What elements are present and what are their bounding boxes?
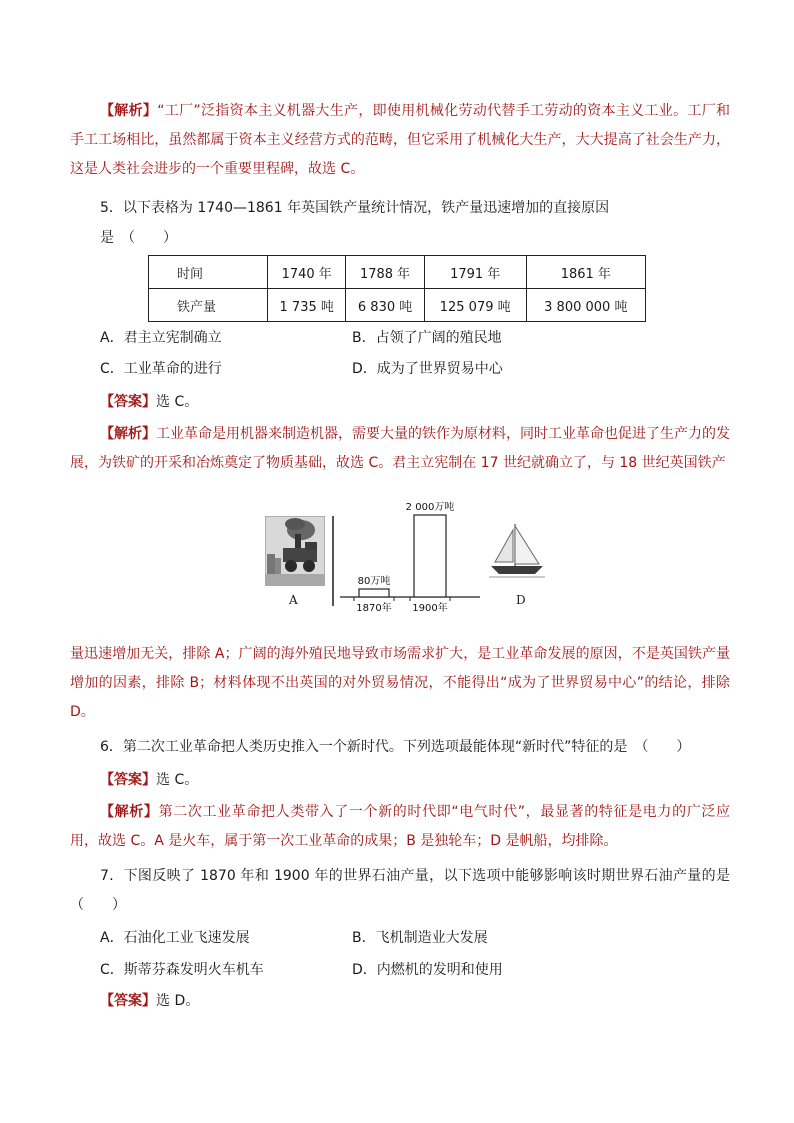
question-5-stem: 5．以下表格为 1740—1861 年英国铁产量统计情况，铁产量迅速增加的直接原因	[100, 200, 610, 216]
question-5-stem-cont: 是 （ ）	[100, 230, 177, 246]
analysis-paragraph-q6	[70, 798, 730, 856]
analysis-text: 第二次工业革命把人类带入了一个新的时代即“电气时代”，最显著的特征是电力的广泛应用，故选 C。A 是火车，属于第一次工业革命的成果；B 是独轮车；D 是帆船，均排除。	[70, 804, 730, 849]
answer-q6	[100, 770, 198, 790]
option-d: D．内燃机的发明和使用	[352, 962, 503, 978]
chart-tick-label: 1870年	[356, 603, 392, 614]
option-a: A．石油化工业飞速发展	[100, 930, 250, 946]
option-c: C．工业革命的进行	[100, 361, 222, 377]
chart-bar	[414, 515, 446, 597]
analysis-text: 工业革命是用机器来制造机器，需要大量的铁作为原材料，同时工业革命也促进了生产力的发展，为铁矿的开采和冶炼奠定了物质基础，故选 C。君主立宪制在 17 世纪就确立了，与 18 世纪英国铁产	[70, 426, 730, 471]
oil-production-bar-chart	[340, 495, 480, 615]
figure-label-a: A	[289, 593, 298, 607]
answer-tag: 【答案】	[100, 993, 156, 1009]
sailboat-image	[485, 520, 547, 582]
analysis-paragraph-q4	[70, 97, 730, 184]
answer-q7	[100, 991, 199, 1011]
table-cell: 3 800 000 吨	[526, 289, 645, 322]
table-cell: 1740 年	[268, 256, 346, 289]
answer-tag: 【答案】	[100, 772, 156, 788]
answer-q5	[100, 392, 198, 412]
option-b: B．飞机制造业大发展	[352, 930, 488, 946]
answer-text: 选 D。	[156, 993, 200, 1009]
answer-tag: 【答案】	[100, 394, 156, 410]
table-cell: 1861 年	[526, 256, 645, 289]
table-cell: 时间	[149, 256, 268, 289]
analysis-text: “工厂”泛指资本主义机器大生产，即使用机械化劳动代替手工劳动的资本主义工业。工厂和手工工场相比，虽然都属于资本主义经营方式的范畴，但它采用了机械化大生产，大大提高了社会生产力，这是人类社会进步的一个重要里程碑，故选 C。	[70, 103, 730, 177]
answer-text: 选 C。	[156, 394, 199, 410]
iron-production-table	[148, 255, 646, 322]
table-cell: 1 735 吨	[268, 289, 346, 322]
table-row	[149, 289, 646, 322]
figure-label-d: D	[516, 593, 526, 607]
answer-text: 选 C。	[156, 772, 199, 788]
chart-data-label: 80万吨	[357, 576, 391, 587]
chart-data-label: 2 000万吨	[405, 502, 455, 513]
analysis-tag: 【解析】	[100, 426, 156, 442]
analysis-tag: 【解析】	[100, 804, 159, 820]
question-6-stem: 6．第二次工业革命把人类历史推入一个新时代。下列选项最能体现“新时代”特征的是 （ ）	[100, 739, 691, 755]
steam-locomotive-image	[265, 516, 325, 586]
option-b: B．占领了广阔的殖民地	[352, 330, 502, 346]
option-d: D．成为了世界贸易中心	[352, 361, 503, 377]
chart-tick-label: 1900年	[412, 603, 448, 614]
table-cell: 铁产量	[149, 289, 268, 322]
table-cell: 1791 年	[424, 256, 526, 289]
option-c: C．斯蒂芬森发明火车机车	[100, 962, 264, 978]
figure	[260, 495, 550, 615]
table-cell: 6 830 吨	[346, 289, 424, 322]
figure-divider	[332, 516, 334, 606]
analysis-paragraph-q5	[70, 420, 730, 478]
question-7-stem: 7．下图反映了 1870 年和 1900 年的世界石油产量，以下选项中能够影响该时期世界石油产量的是 （ ）	[70, 868, 744, 913]
option-a: A．君主立宪制确立	[100, 330, 222, 346]
analysis-tag: 【解析】	[100, 103, 158, 119]
chart-bar	[359, 589, 389, 597]
table-cell: 1788 年	[346, 256, 424, 289]
table-row	[149, 256, 646, 289]
table-cell: 125 079 吨	[424, 289, 526, 322]
analysis-paragraph-q5-cont: 量迅速增加无关，排除 A；广阔的海外殖民地导致市场需求扩大，是工业革命发展的原因，不是英国铁产量增加的因素，排除 B；材料体现不出英国的对外贸易情况，不能得出“成为了世界贸易中心”的结论，排除 D。	[70, 646, 730, 720]
